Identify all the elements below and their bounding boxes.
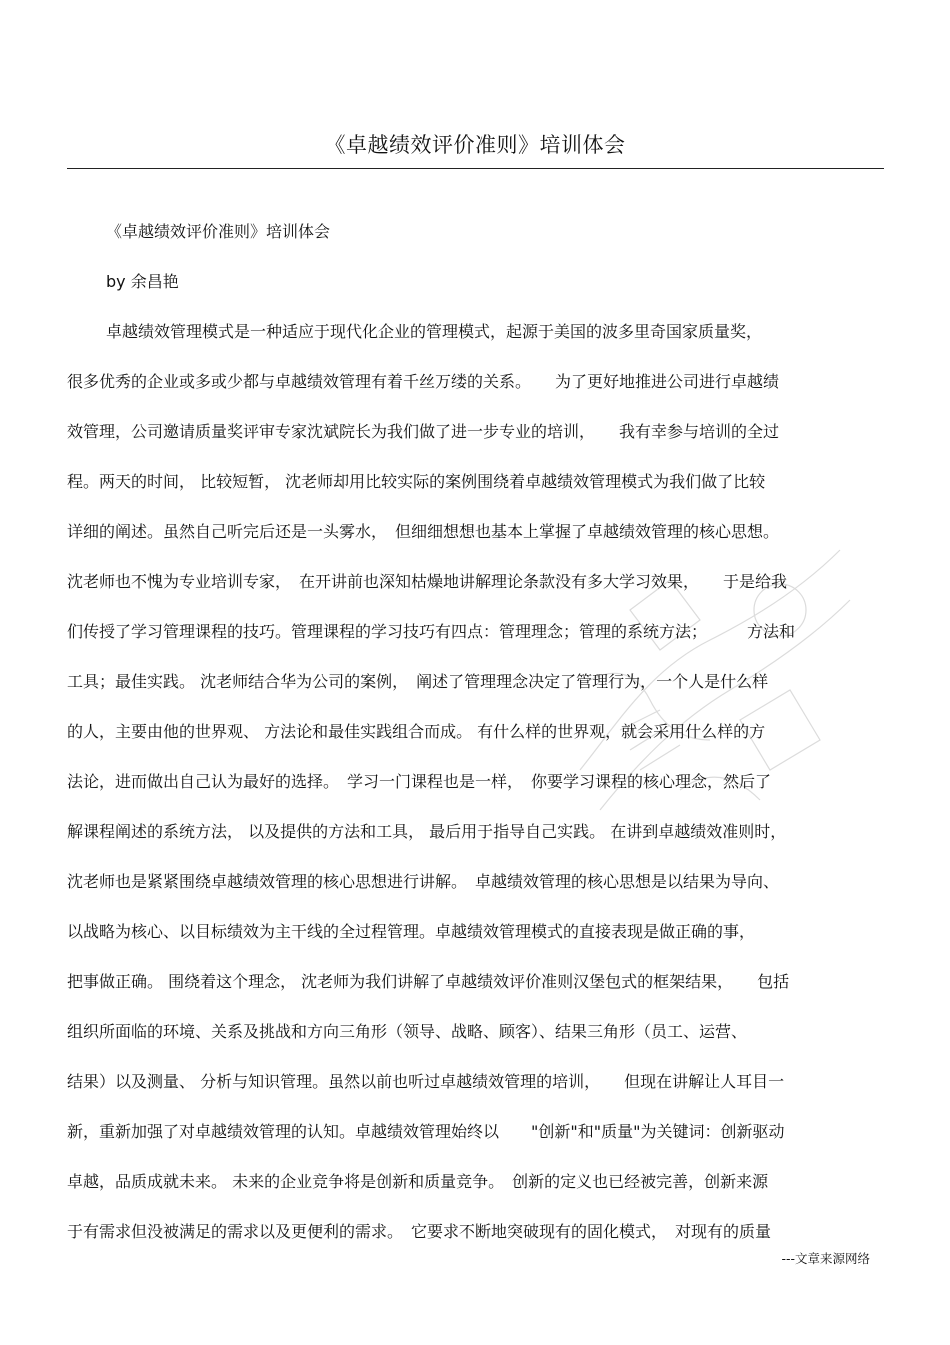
paragraph-line: 卓越，品质成就未来。 未来的企业竞争将是创新和质量竞争。 创新的定义也已经被完善，创新来源 bbox=[67, 1172, 769, 1191]
paragraph-line: 的人，主要由他的世界观、 方法论和最佳实践组合而成。 有什么样的世界观，就会采用什么样的方 bbox=[67, 722, 766, 741]
paragraph-line: 详细的阐述。虽然自己听完后还是一头雾水， 但细细想想也基本上掌握了卓越绩效管理的核心思想。 bbox=[67, 522, 780, 541]
paragraph-line: 沈老师也不愧为专业培训专家， 在开讲前也深知枯燥地讲解理论条款没有多大学习效果， 于是给我 bbox=[67, 572, 788, 591]
paragraph-line: 新，重新加强了对卓越绩效管理的认知。卓越绩效管理始终以 "创新"和"质量"为关键词：创新驱动 bbox=[67, 1122, 785, 1141]
paragraph-line: 效管理，公司邀请质量奖评审专家沈斌院长为我们做了进一步专业的培训， 我有幸参与培训的全过 bbox=[67, 422, 780, 441]
paragraph-line: 以战略为核心、以目标绩效为主干线的全过程管理。卓越绩效管理模式的直接表现是做正确的事， bbox=[67, 922, 756, 941]
paragraph-line: 们传授了学习管理课程的技巧。管理课程的学习技巧有四点：管理理念；管理的系统方法； 方法和 bbox=[67, 622, 796, 641]
paragraph-line: 于有需求但没被满足的需求以及更便利的需求。 它要求不断地突破现有的固化模式， 对现有的质量 bbox=[67, 1222, 772, 1241]
paragraph-line: 组织所面临的环境、关系及挑战和方向三角形（领导、战略、顾客）、结果三角形（员工、运营、 bbox=[67, 1022, 748, 1041]
document-body bbox=[67, 207, 879, 1257]
paragraph-line: 把事做正确。 围绕着这个理念， 沈老师为我们讲解了卓越绩效评价准则汉堡包式的框架结果， 包括 bbox=[67, 972, 790, 991]
title-divider bbox=[67, 168, 884, 169]
paragraph-line: 结果）以及测量、 分析与知识管理。虽然以前也听过卓越绩效管理的培训， 但现在讲解让人耳目一 bbox=[67, 1072, 785, 1091]
page-title: 《卓越绩效评价准则》培训体会 bbox=[324, 133, 626, 157]
document-subtitle: 《卓越绩效评价准则》培训体会 bbox=[106, 222, 331, 241]
paragraph-line: 很多优秀的企业或多或少都与卓越绩效管理有着千丝万缕的关系。 为了更好地推进公司进行卓越绩 bbox=[67, 372, 780, 391]
source-footer-note: ---文章来源网络 bbox=[781, 1251, 870, 1266]
paragraph-line: 沈老师也是紧紧围绕卓越绩效管理的核心思想进行讲解。 卓越绩效管理的核心思想是以结果为导向、 bbox=[67, 872, 780, 891]
author-byline: by 余昌艳 bbox=[106, 272, 179, 291]
paragraph-line: 工具；最佳实践。 沈老师结合华为公司的案例， 阐述了管理理念决定了管理行为，一个人是什么样 bbox=[67, 672, 769, 691]
paragraph-line: 解课程阐述的系统方法， 以及提供的方法和工具， 最后用于指导自己实践。 在讲到卓越绩效准则时， bbox=[67, 822, 787, 841]
paragraph-line: 法论，进而做出自己认为最好的选择。 学习一门课程也是一样， 你要学习课程的核心理念，然后了 bbox=[67, 772, 772, 791]
paragraph-line: 卓越绩效管理模式是一种适应于现代化企业的管理模式，起源于美国的波多里奇国家质量奖， bbox=[106, 322, 763, 341]
paragraph-line: 程。两天的时间， 比较短暂， 沈老师却用比较实际的案例围绕着卓越绩效管理模式为我们做了比较 bbox=[67, 472, 766, 491]
